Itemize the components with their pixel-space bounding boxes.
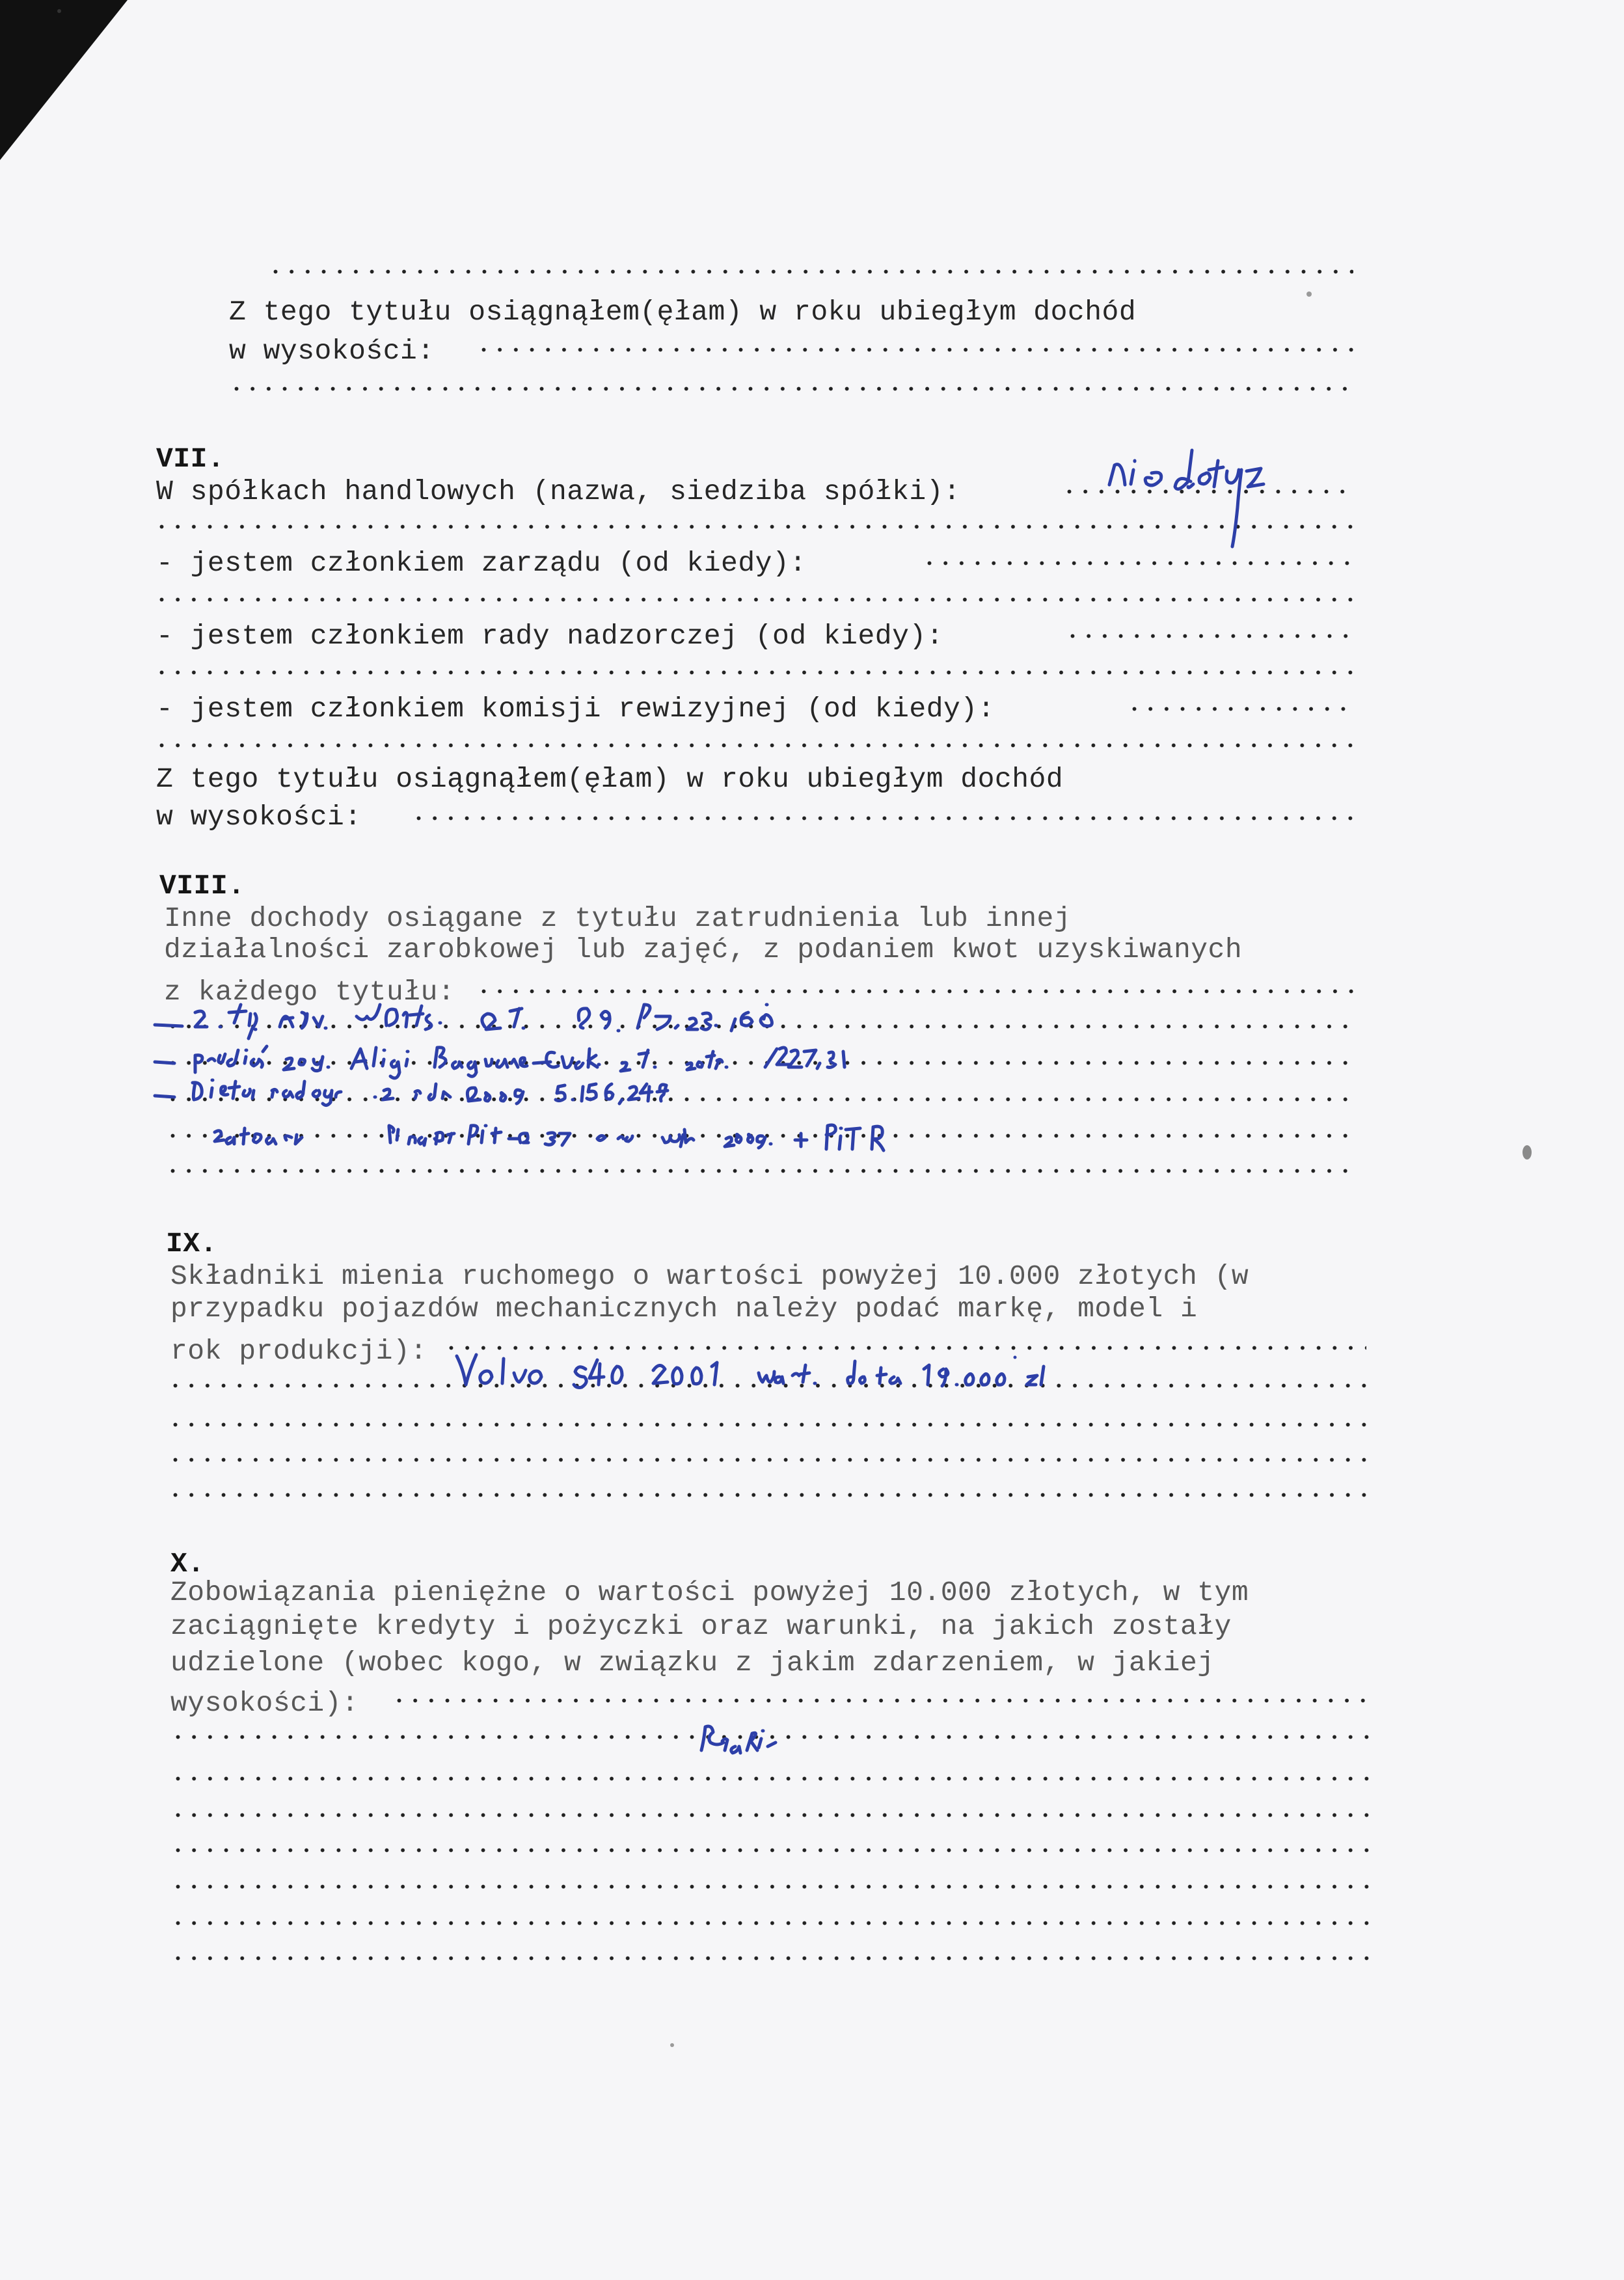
dotted-line xyxy=(397,1698,1370,1703)
dotted-line xyxy=(173,1458,1366,1462)
liabilities-line-4: wysokości): xyxy=(170,1687,359,1719)
supervisory-board-label: - jestem członkiem rady nadzorczej (od kiedy): xyxy=(156,620,943,652)
dotted-line xyxy=(481,347,1353,352)
dotted-line xyxy=(159,597,1353,602)
scan-speck xyxy=(1306,292,1312,297)
dotted-line xyxy=(170,1169,1357,1173)
dotted-line xyxy=(176,1921,1370,1925)
section-heading-x: X. xyxy=(170,1548,205,1580)
dotted-line xyxy=(176,1813,1370,1817)
dotted-line xyxy=(159,670,1353,675)
dotted-line xyxy=(234,387,1353,391)
handwritten-not-applicable xyxy=(1109,450,1264,547)
dotted-line xyxy=(176,1956,1370,1961)
dotted-line xyxy=(173,1383,1366,1388)
dotted-line xyxy=(927,561,1353,565)
other-income-line-2: działalności zarobkowej lub zajęć, z podaniem kwot uzyskiwanych xyxy=(164,934,1243,966)
dotted-line xyxy=(173,1493,1366,1497)
board-member-label: - jestem członkiem zarządu (od kiedy): xyxy=(156,547,807,579)
handwritten-volvo xyxy=(457,1355,1044,1388)
dotted-line xyxy=(159,743,1353,748)
other-income-line-1: Inne dochody osiągane z tytułu zatrudnienia lub innej xyxy=(164,903,1072,934)
dotted-line xyxy=(173,1422,1366,1427)
income-line-2: w wysokości: xyxy=(156,801,362,833)
dotted-line xyxy=(176,1735,1370,1739)
dotted-line xyxy=(449,1346,1366,1350)
income-line-1: Z tego tytułu osiągnąłem(ęłam) w roku ubiegłym dochód xyxy=(229,296,1137,328)
dotted-line xyxy=(1067,489,1353,494)
dotted-line xyxy=(481,989,1357,994)
dotted-line xyxy=(170,1024,1357,1029)
scan-speck xyxy=(57,9,61,13)
liabilities-line-2: zaciągnięte kredyty i pożyczki oraz warunki, na jakich zostały xyxy=(170,1610,1232,1642)
dotted-line xyxy=(176,1848,1370,1853)
dotted-line xyxy=(1132,707,1353,711)
scan-speck xyxy=(670,2043,674,2047)
section-heading-ix: IX. xyxy=(166,1228,217,1260)
other-income-line-3: z każdego tytułu: xyxy=(164,976,455,1008)
dotted-line xyxy=(176,1884,1370,1889)
section-heading-vii: VII. xyxy=(156,443,225,475)
handwritten-none xyxy=(701,1726,776,1753)
liabilities-line-1: Zobowiązania pieniężne o wartości powyżej 10.000 złotych, w tym xyxy=(170,1577,1249,1608)
movable-assets-line-3: rok produkcji): xyxy=(170,1335,427,1367)
companies-label: W spółkach handlowych (nazwa, siedziba spółki): xyxy=(156,476,961,508)
dotted-line xyxy=(273,269,1353,274)
liabilities-line-3: udzielone (wobec kogo, w związku z jakim zdarzeniem, w jakiej xyxy=(170,1647,1215,1679)
dotted-line xyxy=(170,1097,1357,1102)
movable-assets-line-1: Składniki mienia ruchomego o wartości powyżej 10.000 złotych (w xyxy=(170,1260,1249,1292)
section-heading-viii: VIII. xyxy=(159,870,245,902)
movable-assets-line-2: przypadku pojazdów mechanicznych należy podać markę, model i xyxy=(170,1293,1198,1325)
audit-committee-label: - jestem członkiem komisji rewizyjnej (od kiedy): xyxy=(156,693,995,725)
dotted-line xyxy=(170,1061,1357,1065)
dotted-line xyxy=(416,816,1353,821)
scan-corner-mark xyxy=(0,0,128,160)
dotted-line xyxy=(170,1133,1357,1138)
dotted-line xyxy=(1070,634,1353,638)
scan-speck xyxy=(1522,1145,1532,1160)
income-line-1: Z tego tytułu osiągnąłem(ęłam) w roku ubiegłym dochód xyxy=(156,763,1064,795)
dotted-line xyxy=(159,524,1353,529)
dotted-line xyxy=(176,1776,1370,1781)
income-line-2: w wysokości: xyxy=(229,335,435,367)
